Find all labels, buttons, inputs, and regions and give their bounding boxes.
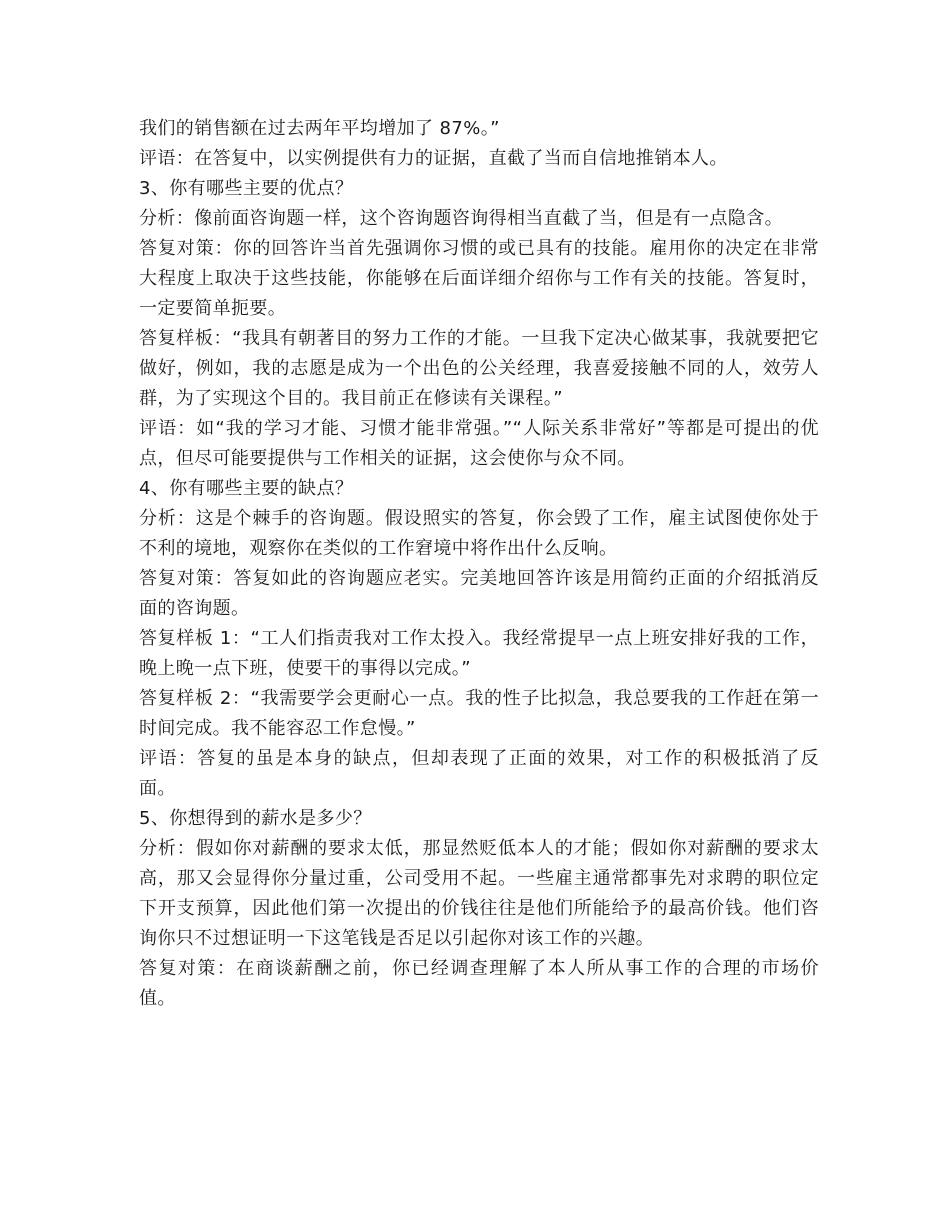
paragraph: 答复对策：答复如此的咨询题应老实。完美地回答许该是用简约正面的介绍抵消反面的咨询题。 bbox=[139, 568, 819, 619]
paragraph: 答复样板：“我具有朝著目的努力工作的才能。一旦我下定决心做某事，我就要把它做好，例如，我的志愿是成为一个出色的公关经理，我喜爱接触不同的人，效劳人群，为了实现这个目的。我目前正在修读有关课程。” bbox=[139, 328, 819, 409]
paragraph: 我们的销售额在过去两年平均增加了 87%。” bbox=[139, 118, 500, 139]
paragraph: 评语：如“我的学习才能、习惯才能非常强。”“人际关系非常好”等都是可提出的优点，但尽可能要提供与工作相关的证据，这会使你与众不同。 bbox=[139, 418, 819, 469]
paragraph: 评语：答复的虽是本身的缺点，但却表现了正面的效果，对工作的积极抵消了反面。 bbox=[139, 748, 819, 799]
paragraph: 评语：在答复中，以实例提供有力的证据，直截了当而自信地推销本人。 bbox=[139, 148, 728, 169]
paragraph: 分析：像前面咨询题一样，这个咨询题咨询得相当直截了当，但是有一点隐含。 bbox=[139, 208, 783, 229]
paragraph: 分析：这是个棘手的咨询题。假设照实的答复，你会毁了工作，雇主试图使你处于不利的境地，观察你在类似的工作窘境中将作出什么反响。 bbox=[139, 508, 819, 559]
section-heading: 5、你想得到的薪水是多少？ bbox=[139, 808, 372, 829]
paragraph: 答复样板 1：“工人们指责我对工作太投入。我经常提早一点上班安排好我的工作，晚上晚一点下班，使要干的事得以完成。” bbox=[139, 628, 819, 679]
paragraph: 分析：假如你对薪酬的要求太低，那显然贬低本人的才能；假如你对薪酬的要求太高，那又会显得你分量过重，公司受用不起。一些雇主通常都事先对求聘的职位定下开支预算，因此他们第一次提出的价钱往往是他们所能给予的最高价钱。他们咨询你只不过想证明一下这笔钱是否足以引起你对该工作的兴趣。 bbox=[139, 838, 819, 949]
paragraph: 答复对策：在商谈薪酬之前，你已经调查理解了本人所从事工作的合理的市场价值。 bbox=[139, 958, 819, 1009]
section-heading: 4、你有哪些主要的缺点？ bbox=[139, 478, 354, 499]
paragraph: 答复对策：你的回答许当首先强调你习惯的或已具有的技能。雇用你的决定在非常大程度上取决于这些技能，你能够在后面详细介绍你与工作有关的技能。答复时，一定要简单扼要。 bbox=[139, 238, 819, 319]
document-body bbox=[139, 114, 819, 1014]
paragraph: 答复样板 2：“我需要学会更耐心一点。我的性子比拟急，我总要我的工作赶在第一时间完成。我不能容忍工作怠慢。” bbox=[139, 688, 819, 739]
section-heading: 3、你有哪些主要的优点？ bbox=[139, 178, 354, 199]
